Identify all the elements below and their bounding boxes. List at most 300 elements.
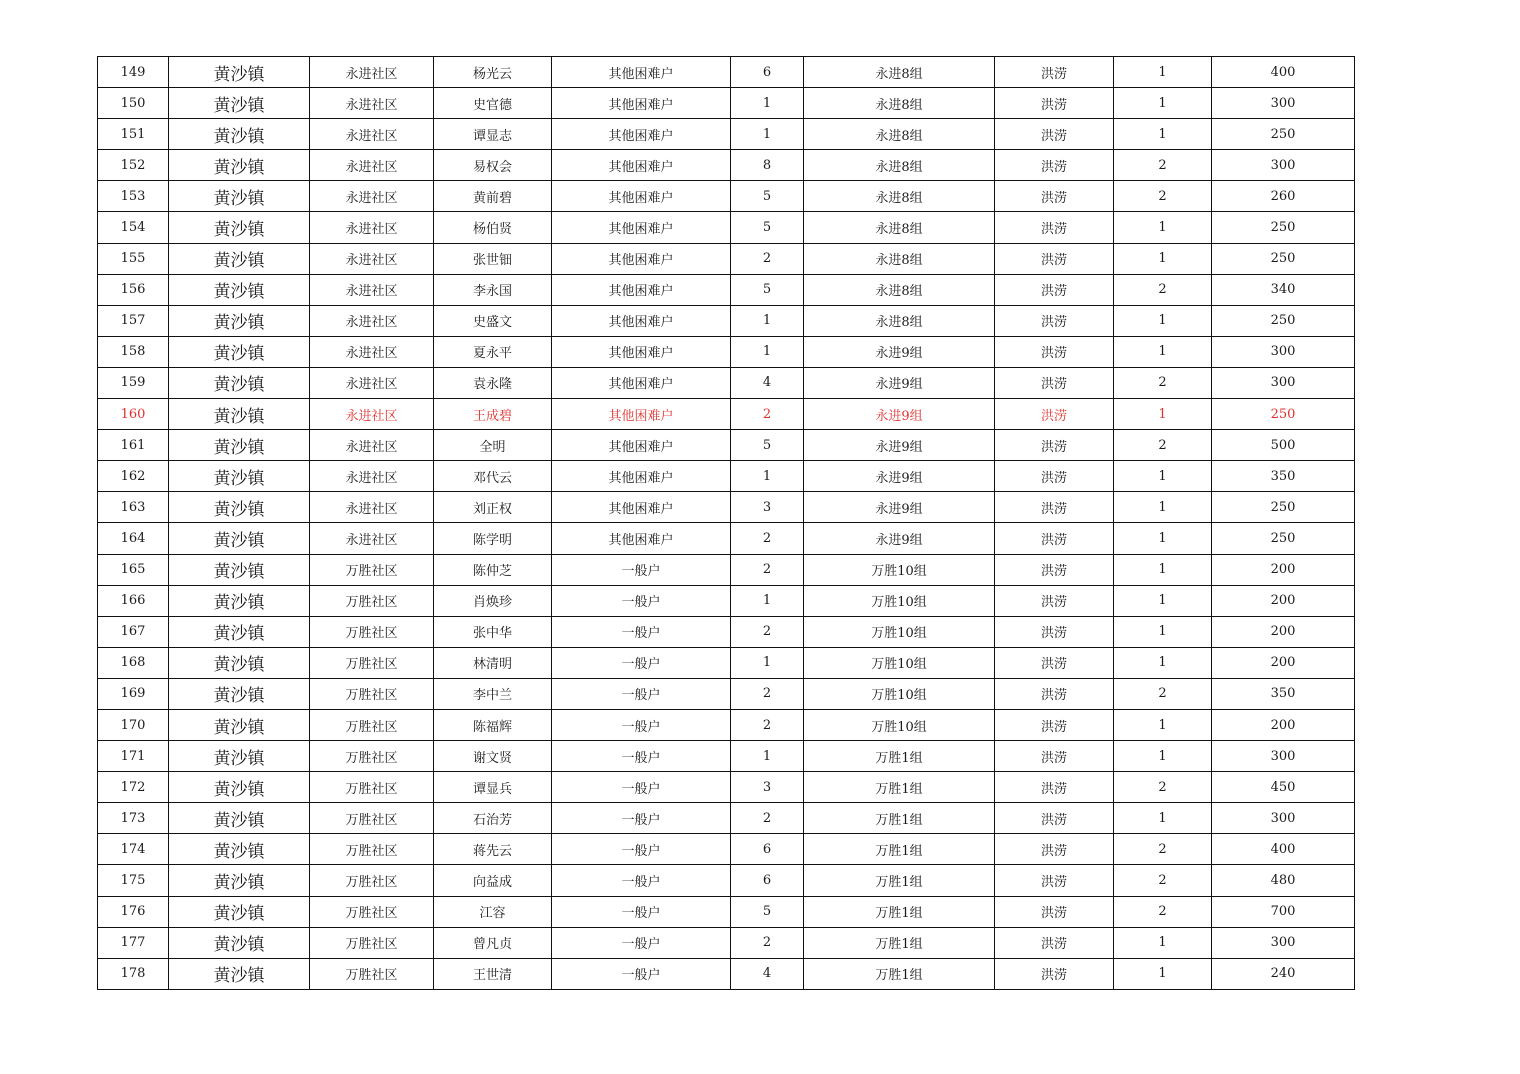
community-cell: 永进社区 [310, 523, 434, 554]
community-cell: 永进社区 [310, 461, 434, 492]
table-row [98, 461, 1355, 492]
table-row [98, 958, 1355, 989]
table-row [98, 57, 1355, 88]
household-category-cell: 其他困难户 [552, 523, 731, 554]
town-cell: 黄沙镇 [169, 865, 310, 896]
disaster-type-cell: 洪涝 [995, 181, 1114, 212]
village-group-cell: 永进8组 [804, 181, 995, 212]
serial-number-cell: 169 [98, 678, 169, 709]
count-cell: 2 [1114, 772, 1212, 803]
household-category-cell: 其他困难户 [552, 367, 731, 398]
serial-number-cell: 175 [98, 865, 169, 896]
disaster-type-cell: 洪涝 [995, 958, 1114, 989]
community-cell: 永进社区 [310, 181, 434, 212]
disaster-type-cell: 洪涝 [995, 772, 1114, 803]
disaster-type-cell: 洪涝 [995, 896, 1114, 927]
table-row [98, 212, 1355, 243]
name-cell: 陈福辉 [434, 709, 552, 740]
household-size-cell: 2 [731, 616, 804, 647]
disaster-type-cell: 洪涝 [995, 678, 1114, 709]
table-row [98, 647, 1355, 678]
disaster-type-cell: 洪涝 [995, 709, 1114, 740]
amount-cell: 200 [1212, 709, 1355, 740]
disaster-type-cell: 洪涝 [995, 647, 1114, 678]
amount-cell: 250 [1212, 243, 1355, 274]
village-group-cell: 万胜1组 [804, 896, 995, 927]
count-cell: 1 [1114, 741, 1212, 772]
household-category-cell: 一般户 [552, 647, 731, 678]
household-category-cell: 一般户 [552, 803, 731, 834]
village-group-cell: 万胜10组 [804, 585, 995, 616]
name-cell: 石治芳 [434, 803, 552, 834]
table-row [98, 803, 1355, 834]
table-row [98, 367, 1355, 398]
village-group-cell: 万胜1组 [804, 865, 995, 896]
community-cell: 万胜社区 [310, 834, 434, 865]
disaster-type-cell: 洪涝 [995, 585, 1114, 616]
town-cell: 黄沙镇 [169, 57, 310, 88]
name-cell: 张世钿 [434, 243, 552, 274]
count-cell: 1 [1114, 119, 1212, 150]
serial-number-cell: 176 [98, 896, 169, 927]
household-size-cell: 3 [731, 772, 804, 803]
village-group-cell: 万胜10组 [804, 678, 995, 709]
household-size-cell: 4 [731, 958, 804, 989]
household-size-cell: 2 [731, 554, 804, 585]
name-cell: 林清明 [434, 647, 552, 678]
name-cell: 谢文贤 [434, 741, 552, 772]
name-cell: 向益成 [434, 865, 552, 896]
disaster-type-cell: 洪涝 [995, 430, 1114, 461]
amount-cell: 300 [1212, 336, 1355, 367]
community-cell: 永进社区 [310, 150, 434, 181]
household-size-cell: 4 [731, 367, 804, 398]
amount-cell: 250 [1212, 119, 1355, 150]
community-cell: 万胜社区 [310, 896, 434, 927]
count-cell: 1 [1114, 958, 1212, 989]
count-cell: 2 [1114, 678, 1212, 709]
name-cell: 刘正权 [434, 492, 552, 523]
community-cell: 万胜社区 [310, 958, 434, 989]
village-group-cell: 永进9组 [804, 523, 995, 554]
count-cell: 2 [1114, 150, 1212, 181]
name-cell: 谭显兵 [434, 772, 552, 803]
count-cell: 1 [1114, 336, 1212, 367]
community-cell: 永进社区 [310, 243, 434, 274]
name-cell: 王世清 [434, 958, 552, 989]
town-cell: 黄沙镇 [169, 181, 310, 212]
town-cell: 黄沙镇 [169, 616, 310, 647]
serial-number-cell: 173 [98, 803, 169, 834]
name-cell: 史盛文 [434, 305, 552, 336]
count-cell: 1 [1114, 399, 1212, 430]
count-cell: 1 [1114, 492, 1212, 523]
serial-number-cell: 172 [98, 772, 169, 803]
name-cell: 李中兰 [434, 678, 552, 709]
amount-cell: 300 [1212, 150, 1355, 181]
household-category-cell: 一般户 [552, 554, 731, 585]
name-cell: 陈学明 [434, 523, 552, 554]
table-row [98, 88, 1355, 119]
town-cell: 黄沙镇 [169, 119, 310, 150]
name-cell: 李永国 [434, 274, 552, 305]
count-cell: 2 [1114, 834, 1212, 865]
village-group-cell: 永进9组 [804, 461, 995, 492]
table-row [98, 523, 1355, 554]
household-category-cell: 一般户 [552, 834, 731, 865]
serial-number-cell: 164 [98, 523, 169, 554]
data-table [97, 56, 1355, 990]
serial-number-cell: 166 [98, 585, 169, 616]
household-category-cell: 其他困难户 [552, 430, 731, 461]
household-size-cell: 6 [731, 865, 804, 896]
serial-number-cell: 160 [98, 399, 169, 430]
community-cell: 万胜社区 [310, 927, 434, 958]
serial-number-cell: 149 [98, 57, 169, 88]
household-size-cell: 5 [731, 181, 804, 212]
serial-number-cell: 162 [98, 461, 169, 492]
amount-cell: 400 [1212, 834, 1355, 865]
community-cell: 永进社区 [310, 274, 434, 305]
serial-number-cell: 171 [98, 741, 169, 772]
disaster-type-cell: 洪涝 [995, 119, 1114, 150]
disaster-type-cell: 洪涝 [995, 865, 1114, 896]
amount-cell: 340 [1212, 274, 1355, 305]
amount-cell: 200 [1212, 554, 1355, 585]
table-row [98, 616, 1355, 647]
village-group-cell: 万胜1组 [804, 958, 995, 989]
serial-number-cell: 178 [98, 958, 169, 989]
household-category-cell: 其他困难户 [552, 57, 731, 88]
village-group-cell: 万胜1组 [804, 803, 995, 834]
household-size-cell: 2 [731, 678, 804, 709]
table-row [98, 336, 1355, 367]
amount-cell: 300 [1212, 367, 1355, 398]
household-size-cell: 1 [731, 461, 804, 492]
village-group-cell: 永进8组 [804, 274, 995, 305]
town-cell: 黄沙镇 [169, 367, 310, 398]
count-cell: 1 [1114, 212, 1212, 243]
household-size-cell: 2 [731, 523, 804, 554]
amount-cell: 400 [1212, 57, 1355, 88]
table-body [98, 57, 1355, 990]
disaster-type-cell: 洪涝 [995, 212, 1114, 243]
serial-number-cell: 151 [98, 119, 169, 150]
count-cell: 2 [1114, 865, 1212, 896]
town-cell: 黄沙镇 [169, 772, 310, 803]
name-cell: 曾凡贞 [434, 927, 552, 958]
town-cell: 黄沙镇 [169, 150, 310, 181]
household-category-cell: 其他困难户 [552, 119, 731, 150]
disaster-type-cell: 洪涝 [995, 57, 1114, 88]
community-cell: 万胜社区 [310, 741, 434, 772]
table-row [98, 772, 1355, 803]
village-group-cell: 万胜10组 [804, 554, 995, 585]
amount-cell: 240 [1212, 958, 1355, 989]
amount-cell: 250 [1212, 399, 1355, 430]
town-cell: 黄沙镇 [169, 741, 310, 772]
serial-number-cell: 163 [98, 492, 169, 523]
village-group-cell: 永进9组 [804, 492, 995, 523]
amount-cell: 300 [1212, 88, 1355, 119]
town-cell: 黄沙镇 [169, 243, 310, 274]
serial-number-cell: 154 [98, 212, 169, 243]
name-cell: 肖焕珍 [434, 585, 552, 616]
household-size-cell: 6 [731, 834, 804, 865]
household-category-cell: 其他困难户 [552, 274, 731, 305]
table-row [98, 896, 1355, 927]
town-cell: 黄沙镇 [169, 958, 310, 989]
village-group-cell: 永进9组 [804, 430, 995, 461]
village-group-cell: 万胜1组 [804, 834, 995, 865]
household-category-cell: 一般户 [552, 741, 731, 772]
table-row [98, 243, 1355, 274]
village-group-cell: 万胜1组 [804, 927, 995, 958]
amount-cell: 300 [1212, 927, 1355, 958]
household-size-cell: 3 [731, 492, 804, 523]
town-cell: 黄沙镇 [169, 803, 310, 834]
disaster-type-cell: 洪涝 [995, 554, 1114, 585]
household-category-cell: 一般户 [552, 585, 731, 616]
community-cell: 万胜社区 [310, 554, 434, 585]
serial-number-cell: 158 [98, 336, 169, 367]
disaster-type-cell: 洪涝 [995, 741, 1114, 772]
household-size-cell: 1 [731, 585, 804, 616]
serial-number-cell: 167 [98, 616, 169, 647]
household-category-cell: 一般户 [552, 927, 731, 958]
household-category-cell: 一般户 [552, 865, 731, 896]
household-size-cell: 6 [731, 57, 804, 88]
village-group-cell: 万胜10组 [804, 647, 995, 678]
amount-cell: 350 [1212, 678, 1355, 709]
table-row [98, 585, 1355, 616]
village-group-cell: 永进9组 [804, 399, 995, 430]
amount-cell: 250 [1212, 212, 1355, 243]
community-cell: 万胜社区 [310, 616, 434, 647]
household-category-cell: 其他困难户 [552, 305, 731, 336]
community-cell: 永进社区 [310, 367, 434, 398]
table-row [98, 181, 1355, 212]
household-category-cell: 其他困难户 [552, 150, 731, 181]
name-cell: 易权会 [434, 150, 552, 181]
name-cell: 邓代云 [434, 461, 552, 492]
table-row [98, 927, 1355, 958]
disaster-type-cell: 洪涝 [995, 274, 1114, 305]
name-cell: 张中华 [434, 616, 552, 647]
household-category-cell: 其他困难户 [552, 212, 731, 243]
town-cell: 黄沙镇 [169, 88, 310, 119]
serial-number-cell: 156 [98, 274, 169, 305]
table-row [98, 865, 1355, 896]
town-cell: 黄沙镇 [169, 274, 310, 305]
community-cell: 万胜社区 [310, 772, 434, 803]
village-group-cell: 永进8组 [804, 57, 995, 88]
town-cell: 黄沙镇 [169, 834, 310, 865]
household-size-cell: 1 [731, 741, 804, 772]
serial-number-cell: 152 [98, 150, 169, 181]
household-size-cell: 2 [731, 243, 804, 274]
disaster-type-cell: 洪涝 [995, 150, 1114, 181]
town-cell: 黄沙镇 [169, 461, 310, 492]
village-group-cell: 永进9组 [804, 367, 995, 398]
table-row [98, 150, 1355, 181]
table-row [98, 678, 1355, 709]
amount-cell: 450 [1212, 772, 1355, 803]
disaster-type-cell: 洪涝 [995, 834, 1114, 865]
household-category-cell: 其他困难户 [552, 492, 731, 523]
name-cell: 史官德 [434, 88, 552, 119]
household-category-cell: 一般户 [552, 772, 731, 803]
community-cell: 万胜社区 [310, 803, 434, 834]
community-cell: 万胜社区 [310, 647, 434, 678]
household-size-cell: 2 [731, 399, 804, 430]
serial-number-cell: 161 [98, 430, 169, 461]
disaster-type-cell: 洪涝 [995, 399, 1114, 430]
serial-number-cell: 159 [98, 367, 169, 398]
village-group-cell: 万胜10组 [804, 616, 995, 647]
amount-cell: 250 [1212, 523, 1355, 554]
community-cell: 永进社区 [310, 119, 434, 150]
disaster-type-cell: 洪涝 [995, 616, 1114, 647]
count-cell: 2 [1114, 181, 1212, 212]
amount-cell: 700 [1212, 896, 1355, 927]
count-cell: 1 [1114, 57, 1212, 88]
town-cell: 黄沙镇 [169, 212, 310, 243]
town-cell: 黄沙镇 [169, 585, 310, 616]
table-row [98, 305, 1355, 336]
serial-number-cell: 153 [98, 181, 169, 212]
disaster-type-cell: 洪涝 [995, 523, 1114, 554]
count-cell: 2 [1114, 896, 1212, 927]
count-cell: 1 [1114, 709, 1212, 740]
table-row [98, 119, 1355, 150]
disaster-type-cell: 洪涝 [995, 803, 1114, 834]
disaster-type-cell: 洪涝 [995, 88, 1114, 119]
household-size-cell: 5 [731, 896, 804, 927]
household-size-cell: 5 [731, 274, 804, 305]
amount-cell: 260 [1212, 181, 1355, 212]
village-group-cell: 永进8组 [804, 212, 995, 243]
count-cell: 1 [1114, 523, 1212, 554]
household-category-cell: 其他困难户 [552, 461, 731, 492]
town-cell: 黄沙镇 [169, 647, 310, 678]
community-cell: 永进社区 [310, 305, 434, 336]
count-cell: 2 [1114, 367, 1212, 398]
town-cell: 黄沙镇 [169, 305, 310, 336]
disaster-type-cell: 洪涝 [995, 305, 1114, 336]
village-group-cell: 万胜1组 [804, 741, 995, 772]
town-cell: 黄沙镇 [169, 896, 310, 927]
amount-cell: 250 [1212, 305, 1355, 336]
serial-number-cell: 150 [98, 88, 169, 119]
table-row [98, 834, 1355, 865]
village-group-cell: 万胜10组 [804, 709, 995, 740]
household-size-cell: 2 [731, 709, 804, 740]
count-cell: 1 [1114, 305, 1212, 336]
community-cell: 万胜社区 [310, 865, 434, 896]
household-size-cell: 1 [731, 647, 804, 678]
name-cell: 谭显志 [434, 119, 552, 150]
count-cell: 1 [1114, 927, 1212, 958]
community-cell: 永进社区 [310, 492, 434, 523]
table-row [98, 399, 1355, 430]
serial-number-cell: 168 [98, 647, 169, 678]
count-cell: 2 [1114, 430, 1212, 461]
community-cell: 永进社区 [310, 212, 434, 243]
serial-number-cell: 174 [98, 834, 169, 865]
table-row [98, 430, 1355, 461]
household-size-cell: 2 [731, 927, 804, 958]
count-cell: 1 [1114, 243, 1212, 274]
town-cell: 黄沙镇 [169, 927, 310, 958]
serial-number-cell: 157 [98, 305, 169, 336]
count-cell: 1 [1114, 461, 1212, 492]
disaster-type-cell: 洪涝 [995, 243, 1114, 274]
household-category-cell: 一般户 [552, 678, 731, 709]
household-category-cell: 其他困难户 [552, 336, 731, 367]
town-cell: 黄沙镇 [169, 430, 310, 461]
name-cell: 杨光云 [434, 57, 552, 88]
household-size-cell: 1 [731, 119, 804, 150]
household-category-cell: 一般户 [552, 709, 731, 740]
household-category-cell: 一般户 [552, 958, 731, 989]
household-size-cell: 1 [731, 336, 804, 367]
amount-cell: 350 [1212, 461, 1355, 492]
community-cell: 万胜社区 [310, 709, 434, 740]
count-cell: 1 [1114, 616, 1212, 647]
village-group-cell: 永进8组 [804, 150, 995, 181]
disaster-type-cell: 洪涝 [995, 492, 1114, 523]
community-cell: 永进社区 [310, 57, 434, 88]
count-cell: 2 [1114, 274, 1212, 305]
amount-cell: 200 [1212, 647, 1355, 678]
town-cell: 黄沙镇 [169, 554, 310, 585]
count-cell: 1 [1114, 585, 1212, 616]
village-group-cell: 永进8组 [804, 119, 995, 150]
household-size-cell: 5 [731, 430, 804, 461]
amount-cell: 480 [1212, 865, 1355, 896]
community-cell: 永进社区 [310, 336, 434, 367]
community-cell: 永进社区 [310, 399, 434, 430]
amount-cell: 200 [1212, 616, 1355, 647]
name-cell: 全明 [434, 430, 552, 461]
table-row [98, 741, 1355, 772]
amount-cell: 250 [1212, 492, 1355, 523]
household-category-cell: 一般户 [552, 896, 731, 927]
community-cell: 万胜社区 [310, 585, 434, 616]
disaster-type-cell: 洪涝 [995, 461, 1114, 492]
count-cell: 1 [1114, 88, 1212, 119]
town-cell: 黄沙镇 [169, 492, 310, 523]
name-cell: 袁永隆 [434, 367, 552, 398]
name-cell: 杨伯贤 [434, 212, 552, 243]
table-row [98, 492, 1355, 523]
town-cell: 黄沙镇 [169, 399, 310, 430]
count-cell: 1 [1114, 554, 1212, 585]
amount-cell: 300 [1212, 803, 1355, 834]
household-category-cell: 其他困难户 [552, 399, 731, 430]
village-group-cell: 永进9组 [804, 336, 995, 367]
count-cell: 1 [1114, 803, 1212, 834]
count-cell: 1 [1114, 647, 1212, 678]
household-size-cell: 1 [731, 305, 804, 336]
community-cell: 永进社区 [310, 88, 434, 119]
table-row [98, 709, 1355, 740]
amount-cell: 500 [1212, 430, 1355, 461]
table-row [98, 554, 1355, 585]
town-cell: 黄沙镇 [169, 709, 310, 740]
serial-number-cell: 155 [98, 243, 169, 274]
